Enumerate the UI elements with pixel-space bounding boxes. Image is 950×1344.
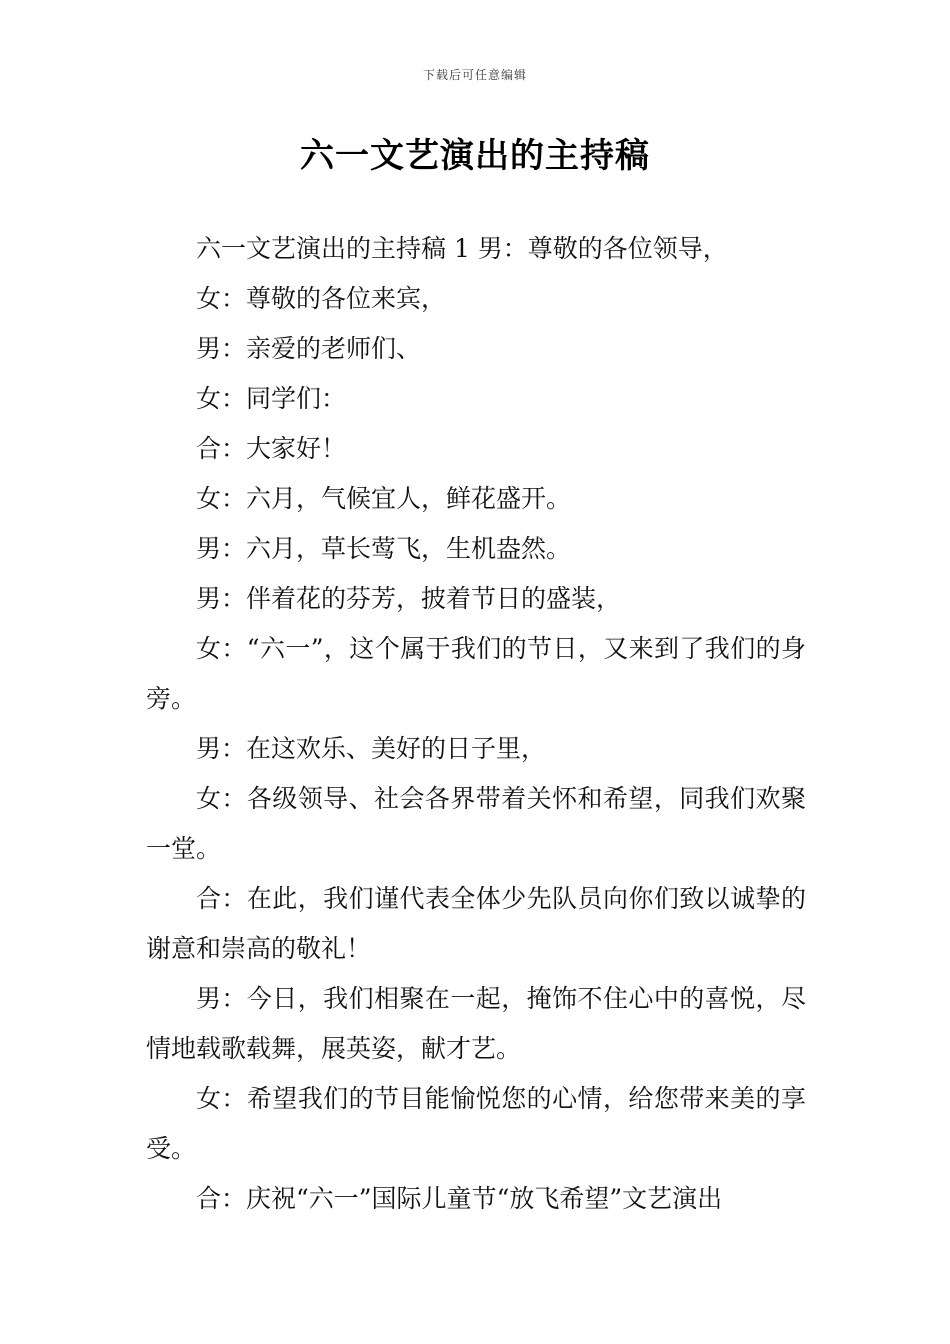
paragraph: 女：希望我们的节目能愉悦您的心情，给您带来美的享受。: [146, 1084, 806, 1163]
paragraph: 六一文艺演出的主持稿 1 男：尊敬的各位领导，: [196, 234, 728, 263]
paragraph: 合：大家好！: [196, 434, 347, 463]
document-title: 六一文艺演出的主持稿: [300, 136, 650, 176]
document-body: [146, 224, 806, 1224]
paragraph: 女：六月，气候宜人，鲜花盛开。: [196, 484, 572, 513]
paragraph: 男：今日，我们相聚在一起，掩饰不住心中的喜悦，尽情地载歌载舞，展英姿，献才艺。: [146, 984, 806, 1063]
paragraph: 男：亲爱的老师们、: [196, 334, 422, 363]
paragraph: 女：各级领导、社会各界带着关怀和希望，同我们欢聚一堂。: [146, 784, 806, 863]
paragraph: 女：尊敬的各位来宾，: [196, 284, 447, 313]
paragraph: 男：六月，草长莺飞，生机盎然。: [196, 534, 572, 563]
header-note: 下载后可任意编辑: [422, 68, 527, 82]
paragraph: 男：伴着花的芬芳，披着节日的盛装，: [196, 584, 622, 613]
paragraph: 女：同学们：: [196, 384, 347, 413]
paragraph: 男：在这欢乐、美好的日子里，: [196, 734, 547, 763]
paragraph: 女：“六一”，这个属于我们的节日，又来到了我们的身旁。: [146, 634, 806, 713]
paragraph: 合：庆祝“六一”国际儿童节“放飞希望”文艺演出: [196, 1184, 723, 1213]
paragraph: 合：在此，我们谨代表全体少先队员向你们致以诚挚的谢意和崇高的敬礼！: [146, 884, 806, 963]
